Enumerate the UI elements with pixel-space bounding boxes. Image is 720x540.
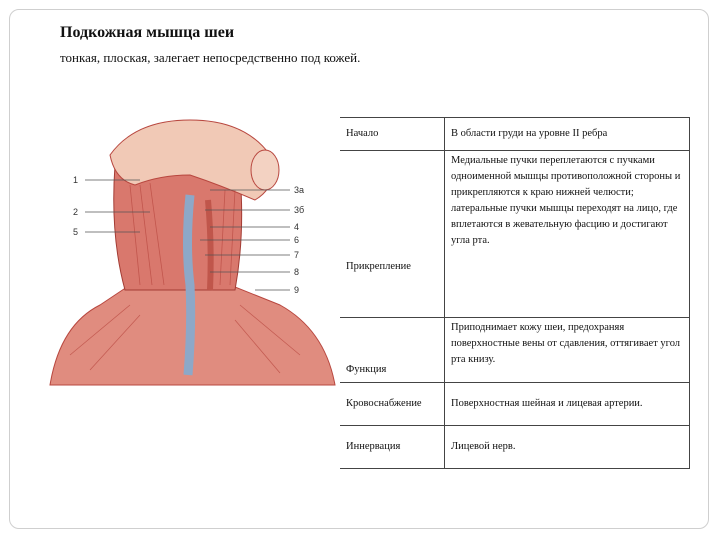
label-4: 4: [294, 222, 300, 232]
label-6: 6: [294, 235, 300, 245]
row-key-origin: Начало: [340, 118, 445, 151]
row-value-origin: В области груди на уровне II ребра: [445, 118, 690, 151]
ear: [251, 150, 279, 190]
label-1: 1: [73, 175, 79, 185]
row-value-function: Приподнимает кожу шеи, предохраняя поверхностные вены от сдавления, оттягивает угол рта книзу.: [445, 318, 690, 383]
table-row: [340, 318, 690, 383]
label-3a: 3а: [294, 185, 305, 195]
row-value-innervation: Лицевой нерв.: [445, 426, 690, 469]
table-row: [340, 383, 690, 426]
table-row: [340, 118, 690, 151]
slide-subtitle: тонкая, плоская, залегает непосредственно под кожей.: [60, 50, 361, 65]
label-9: 9: [294, 285, 300, 295]
label-7: 7: [294, 250, 300, 260]
row-value-blood-supply: Поверхностная шейная и лицевая артерии.: [445, 383, 690, 426]
neck-muscle-illustration: [40, 115, 340, 405]
label-8: 8: [294, 267, 300, 277]
row-key-innervation: Иннервация: [340, 426, 445, 469]
row-value-insertion: Медиальные пучки переплетаются с пучками одноименной мышцы противоположной стороны и прикрепляются к краю нижней челюсти; латеральные пучки мышцы переходят на лицо, где вплетаются в жевательную фасцию и достигают угла рта.: [445, 151, 690, 318]
table-row: [340, 426, 690, 469]
row-key-blood-supply: Кровоснабжение: [340, 383, 445, 426]
label-2: 2: [73, 207, 79, 217]
table-row: [340, 151, 690, 318]
slide-title: Подкожная мышца шеи: [60, 24, 235, 41]
row-key-insertion: Прикрепление: [340, 151, 445, 318]
row-key-function: Функция: [340, 318, 445, 383]
label-5: 5: [73, 227, 79, 237]
carotid-artery: [208, 200, 211, 290]
jugular-vein: [188, 195, 191, 375]
label-3b: 3б: [294, 205, 305, 215]
muscle-info-table: [340, 117, 690, 469]
